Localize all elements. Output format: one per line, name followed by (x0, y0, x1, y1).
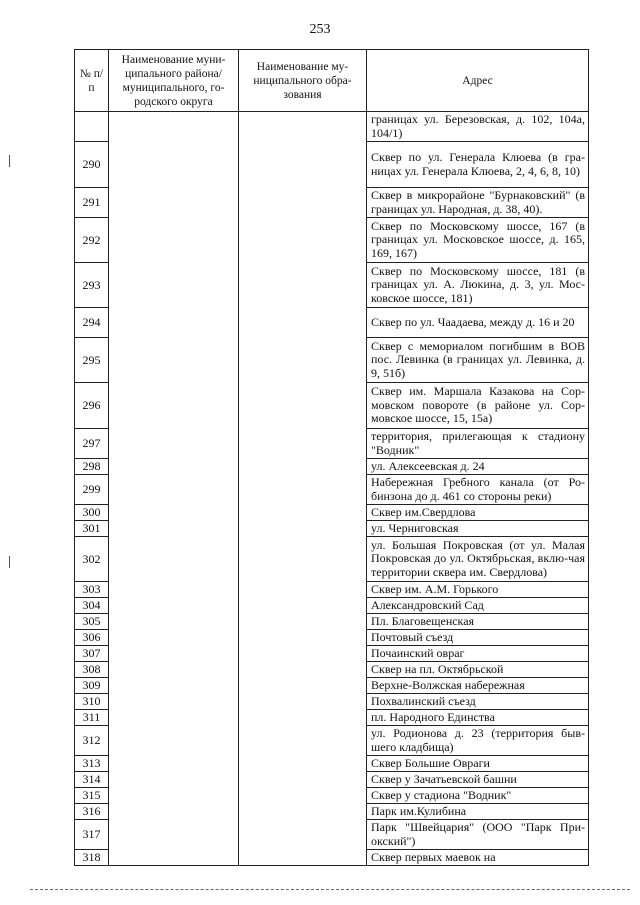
address-cell: Сквер Большие Овраги (367, 756, 589, 772)
row-number: 313 (75, 756, 109, 772)
address-cell: Сквер у стадиона "Водник" (367, 788, 589, 804)
row-number: 306 (75, 630, 109, 646)
row-number: 302 (75, 537, 109, 582)
address-cell: Сквер первых маевок на (367, 850, 589, 866)
row-number: 291 (75, 188, 109, 218)
address-cell: Сквер по Московскому шоссе, 167 (в границах ул. Московское шоссе, д. 165, 169, 167) (367, 218, 589, 263)
row-number: 298 (75, 459, 109, 475)
row-number: 308 (75, 662, 109, 678)
municipality-cell (239, 112, 367, 866)
address-cell: Сквер в микрорайоне "Бурнаковский" (в границах ул. Народная, д. 38, 40). (367, 188, 589, 218)
table-header-row (75, 50, 589, 112)
address-cell: Сквер с мемориалом погибшим в ВОВ пос. Левинка (в границах ул. Левинка, д. 9, 51б) (367, 338, 589, 383)
row-number: 310 (75, 694, 109, 710)
address-cell: ул. Алексеевская д. 24 (367, 459, 589, 475)
address-cell: пл. Народного Единства (367, 710, 589, 726)
address-cell: Сквер им. Маршала Казакова на Сор-мовском повороте (в районе ул. Сор-мовское шоссе, 15, 15а) (367, 383, 589, 429)
table-row (75, 112, 589, 142)
address-cell: Сквер им.Свердлова (367, 505, 589, 521)
row-number: 315 (75, 788, 109, 804)
row-number: 295 (75, 338, 109, 383)
header-district: Наименование муни-ципального района/ муниципального, го-родского округа (109, 50, 239, 112)
address-cell: Сквер на пл. Октябрьской (367, 662, 589, 678)
row-number: 303 (75, 582, 109, 598)
address-cell: Парк им.Кулибина (367, 804, 589, 820)
address-cell: Сквер по ул. Чаадаева, между д. 16 и 20 (367, 308, 589, 338)
row-number: 304 (75, 598, 109, 614)
row-number: 299 (75, 475, 109, 505)
row-number: 311 (75, 710, 109, 726)
header-municipality: Наименование му-ниципального обра-зования (239, 50, 367, 112)
address-cell: Сквер по Московскому шоссе, 181 (в границах ул. А. Люкина, д. 3, ул. Мос-ковское шоссе, 181) (367, 263, 589, 308)
address-cell: Верхне-Волжская набережная (367, 678, 589, 694)
row-number: 309 (75, 678, 109, 694)
row-number: 300 (75, 505, 109, 521)
row-number: 317 (75, 820, 109, 850)
row-number: 292 (75, 218, 109, 263)
address-cell: Сквер им. А.М. Горького (367, 582, 589, 598)
row-number: 316 (75, 804, 109, 820)
row-number (75, 112, 109, 142)
table-body (75, 112, 589, 866)
address-cell: ул. Черниговская (367, 521, 589, 537)
row-number: 294 (75, 308, 109, 338)
row-number: 296 (75, 383, 109, 429)
address-cell: Александровский Сад (367, 598, 589, 614)
address-cell: Сквер у Зачатьевской башни (367, 772, 589, 788)
row-number: 312 (75, 726, 109, 756)
row-number: 318 (75, 850, 109, 866)
address-cell: Почтовый съезд (367, 630, 589, 646)
row-number: 290 (75, 142, 109, 188)
address-cell: ул. Большая Покровская (от ул. Малая Покровская до ул. Октябрьская, вклю-чая территории сквера им. Свердлова) (367, 537, 589, 582)
address-cell: Пл. Благовещенская (367, 614, 589, 630)
row-number: 297 (75, 429, 109, 459)
address-cell: Похвалинский съезд (367, 694, 589, 710)
address-cell: территория, прилегающая к стадиону "Водник" (367, 429, 589, 459)
row-number: 305 (75, 614, 109, 630)
address-cell: Почаинский овраг (367, 646, 589, 662)
row-number: 307 (75, 646, 109, 662)
row-number: 293 (75, 263, 109, 308)
bottom-rule (30, 889, 630, 890)
left-margin-mark (9, 556, 10, 568)
address-cell: Сквер по ул. Генерала Клюева (в гра-ницах ул. Генерала Клюева, 2, 4, 6, 8, 10) (367, 142, 589, 188)
row-number: 314 (75, 772, 109, 788)
header-address: Адрес (367, 50, 589, 112)
address-cell: Набережная Гребного канала (от Ро-бинзона до д. 461 со стороны реки) (367, 475, 589, 505)
row-number: 301 (75, 521, 109, 537)
district-cell (109, 112, 239, 866)
page-number: 253 (309, 22, 331, 37)
address-cell: ул. Родионова д. 23 (территория быв-шего кладбища) (367, 726, 589, 756)
left-margin-mark (9, 155, 10, 167)
address-cell: Парк "Швейцария" (ООО "Парк При-окский") (367, 820, 589, 850)
registry-table (74, 49, 589, 866)
address-cell: границах ул. Березовская, д. 102, 104а, 104/1) (367, 112, 589, 142)
header-number: № п/п (75, 50, 109, 112)
